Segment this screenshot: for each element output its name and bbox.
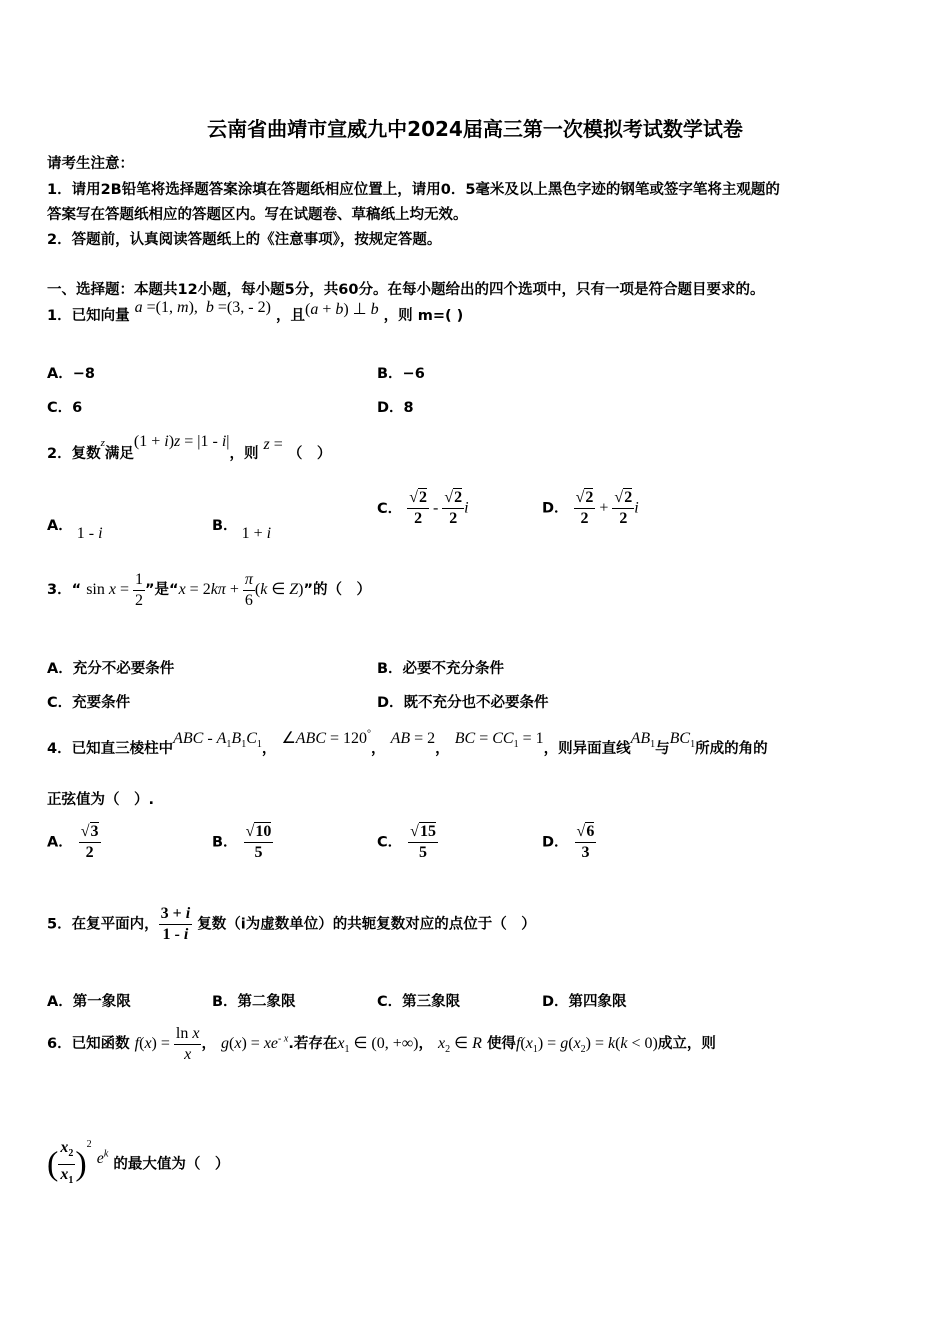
question-5 [47,904,536,945]
q3-option-d[interactable]: D．既不充分也不必要条件 [377,695,549,711]
question-6: 6．已知函数 f(x) = $\frac{\text{ln x}}{x}$ ， $g(x) = xe^{- x}$.若存在$x_1$ ∈ (0, +∞)， $x_2$ ∈ R 使得$f(x_1) = g(x_2) = k(k < 0)$成立，则 [47,1025,716,1063]
q2-option-d[interactable]: D． √ $\frac{2}{2}$ + √ $\frac{2}{2}$ i [542,488,639,529]
q5-option-c[interactable]: C．第三象限 [377,994,461,1010]
q1-vector-a: a [134,299,143,316]
q6-g: $g(x) = xe^{- x}$ [221,1033,289,1053]
q2-z-eq: z [263,436,270,453]
q6-x1: $x_1$ ∈ (0, +∞) [337,1035,419,1056]
q2-option-b-value: 1 + i [241,525,272,542]
q4-option-a[interactable]: A． √ $\frac{3}{2}$ [47,822,101,863]
q6-line-2-text: 的最大值为（ ） [113,1156,230,1173]
q5-option-d[interactable]: D．第四象限 [542,994,627,1010]
q6-line-2: ( $\frac{x_2}{x_1}$ )$^2$ $e^k$ 的最大值为（ ） [47,1138,229,1191]
q2-option-c-frac2: √ $\frac{2}{2}$ [442,488,464,529]
notice-item-1-cont: 答案写在答题纸相应的答题区内。写在试题卷、草稿纸上均无效。 [47,207,468,223]
question-1 [47,299,464,325]
q6-f: f(x) = $\frac{\text{ln x}}{x}$ [134,1025,200,1063]
q6-suffix: 成立，则 [657,1036,716,1053]
q6-equation: $f(x_1) = g(x_2) = k(k < 0)$ [515,1035,658,1056]
q4-ab: AB = 2 [390,730,436,747]
q4-option-b[interactable]: B． √ $\frac{10}{5}$ [212,822,273,863]
q4-bc: BC = $CC_1 = 1$ [454,730,544,751]
q1-option-a[interactable]: A．−8 [47,366,95,382]
q5-option-a[interactable]: A．第一象限 [47,994,131,1010]
q3-cond-1: sin x = $\frac{1}{2}$ [86,571,143,609]
q3-cond-2: x = 2kπ + $\frac{\pi}{6}$ (k ∈ Z) [178,571,304,609]
q4-line-bc1: $BC_1$ [669,730,696,751]
q1-suffix: ，则 [383,308,413,324]
q6-ratio: $\frac{x_2}{x_1}$ [60,1139,74,1187]
q1-option-d[interactable]: D．8 [377,400,414,416]
q6-mid: .若存在 [288,1036,338,1053]
q2-prefix: 2．复数 [47,446,101,462]
q2-suffix: ，则 [229,446,259,462]
q5-suffix: 复数（i为虚数单位）的共轭复数对应的点位于（ ） [197,916,536,933]
q1-mid: ，且 [275,308,305,324]
question-3 [47,570,371,611]
q1-option-b[interactable]: B．−6 [377,366,425,382]
q2-mid: 满足 [104,446,134,462]
q4-option-d[interactable]: D． √ $\frac{6}{3}$ [542,822,596,863]
q6-prefix: 6．已知函数 [47,1036,130,1053]
q2-option-b[interactable]: B． 1 + i [212,518,272,542]
q4-suffix: 所成的角的 [695,741,768,757]
q3-suffix: ”的（ ） [303,582,372,599]
q5-fraction: $\frac{3 + i}{1 - i}$ [160,905,191,943]
q3-mid: ”是“ [145,582,179,599]
q2-option-a[interactable]: A． 1 - i [47,518,103,542]
notice-heading: 请考生注意： [47,156,134,172]
q1-vector-a-value: =(1, m), b =(3, - 2) [142,299,271,316]
q4-line-ab1: $AB_1$ [630,730,656,751]
q5-option-b[interactable]: B．第二象限 [212,994,296,1010]
q6-mid2: 使得 [486,1036,516,1053]
q3-prefix: 3．“ [47,582,82,599]
q6-exp: $e^k$ [96,1148,109,1167]
q4-line-2: 正弦值为（ ）. [47,792,155,808]
q5-prefix: 5．在复平面内， [47,916,159,933]
q2-end: （ ） [287,446,332,462]
q1-condition: (a + b) ⊥ b [304,301,379,318]
q6-x2: $x_2$ ∈ R [438,1035,482,1056]
q1-ask: m=( ) [417,308,464,324]
q3-option-c[interactable]: C．充要条件 [47,695,131,711]
q2-option-d-frac2: √ $\frac{2}{2}$ [612,488,634,529]
q4-option-c[interactable]: C． √ $\frac{15}{5}$ [377,822,438,863]
q3-option-b[interactable]: B．必要不充分条件 [377,661,505,677]
notice-item-2: 2．答题前，认真阅读答题纸上的《注意事项》，按规定答题。 [47,232,442,248]
q1-prefix: 1．已知向量 [47,308,130,324]
q1-option-c[interactable]: C．6 [47,400,83,416]
q2-option-c-frac1: √ $\frac{2}{2}$ [407,488,429,529]
q3-option-a[interactable]: A．充分不必要条件 [47,661,175,677]
notice-item-1: 1．请用2B铅笔将选择题答案涂填在答题纸相应位置上，请用0．5毫米及以上黑色字迹的钢笔或签字笔将主观题的 [47,182,780,198]
q2-option-d-frac1: √ $\frac{2}{2}$ [574,488,596,529]
q4-prism: ABC - $A_1B_1C_1$ [173,730,262,751]
q4-angle: ∠ABC = 120° [281,728,372,747]
question-2: 2．复数z满足(1 + i)z = |1 - i|，则 z = （ ） [47,433,332,462]
q2-option-c[interactable]: C． √ $\frac{2}{2}$ - √ $\frac{2}{2}$ i [377,488,469,529]
q2-var-z: z [100,437,105,449]
q2-option-a-value: 1 - i [76,525,103,542]
question-4: 4．已知直三棱柱中ABC - $A_1B_1C_1$， ∠ABC = 120°， AB = 2， BC = $CC_1 = 1$，则异面直线$AB_1$与$BC_1$所成的角的 [47,728,768,757]
q4-prefix: 4．已知直三棱柱中 [47,741,174,757]
section-heading: 一、选择题：本题共12小题，每小题5分，共60分。在每小题给出的四个选项中，只有一项是符合题目要求的。 [47,282,765,298]
q4-mid: ，则异面直线 [543,741,631,757]
q2-equation: (1 + i)z = |1 - i| [133,433,230,450]
page-title: 云南省曲靖市宣威九中2024届高三第一次模拟考试数学试卷 [207,117,743,141]
